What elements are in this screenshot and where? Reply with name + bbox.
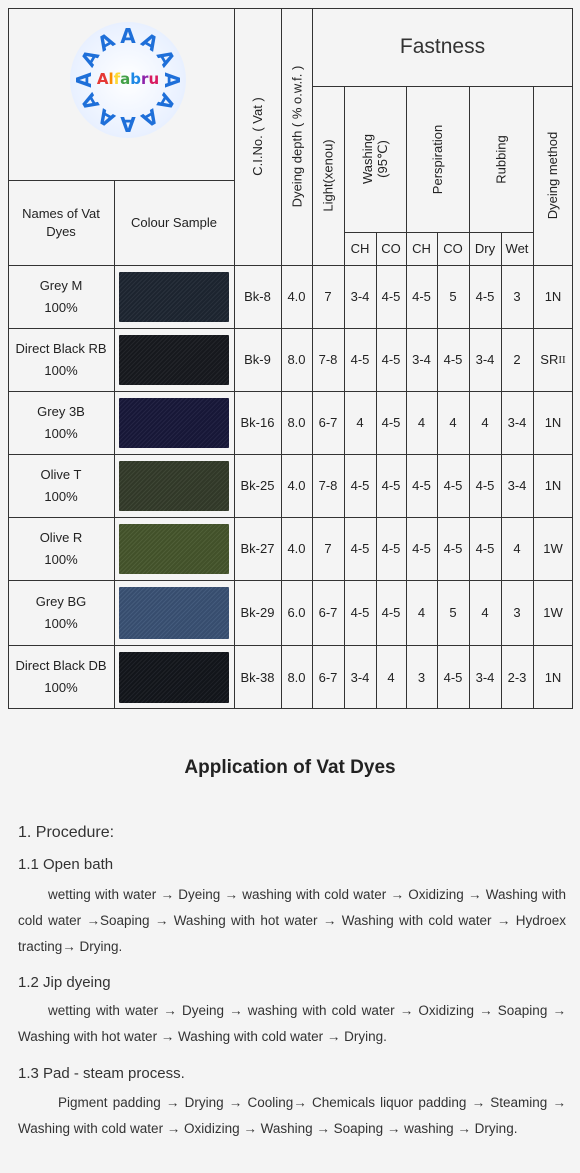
- cell-wch: 3-4: [350, 669, 370, 685]
- cell-light: 7: [324, 289, 332, 304]
- cell-wch: 4-5: [350, 541, 370, 556]
- logo-ring-letter: A: [75, 45, 105, 71]
- header-dyeing-method: [533, 86, 573, 265]
- cell-ci: Bk-9: [244, 352, 271, 367]
- cell-method: 1N: [544, 289, 562, 304]
- cell-pch: 4-5: [412, 541, 431, 556]
- cell-dry: 4-5: [475, 478, 495, 493]
- cell-ci: Bk-38: [240, 669, 275, 685]
- pad-steam-heading: 1.3 Pad - steam process.: [18, 1065, 185, 1082]
- header-light-text: Light(xenou): [320, 139, 336, 212]
- cell-pch: 4-5: [412, 478, 431, 493]
- cell-wco: 4-5: [381, 352, 401, 367]
- cell-wch: 4-5: [350, 478, 370, 493]
- logo-brand-text: Alfabru: [96, 70, 160, 88]
- header-washing: [344, 86, 406, 232]
- dye-name: Direct Black DB: [15, 658, 107, 673]
- dye-name: Olive T: [40, 466, 82, 482]
- fastness-table: [8, 8, 573, 709]
- subheader-co: CO: [381, 241, 401, 256]
- cell-method: 1W: [543, 605, 563, 620]
- cell-wet: 4: [513, 541, 521, 556]
- cell-wco: 4-5: [381, 478, 401, 493]
- cell-wet: 3: [513, 605, 521, 620]
- header-fastness: Fastness: [399, 35, 486, 58]
- cell-wet: 3-4: [507, 415, 527, 430]
- cell-ci: Bk-27: [240, 541, 275, 556]
- dye-name-cell: [8, 517, 114, 580]
- dye-name-cell: [8, 454, 114, 517]
- cell-pch: 4-5: [412, 289, 431, 304]
- subheader-dry: Dry: [474, 241, 496, 256]
- dye-name: Grey M: [39, 277, 83, 293]
- cell-dry: 3-4: [475, 352, 495, 367]
- cell-wet: 2-3: [507, 669, 527, 685]
- cell-wch: 4-5: [350, 352, 370, 367]
- cell-pco: 5: [449, 289, 457, 304]
- colour-swatch: [119, 652, 229, 703]
- cell-pco: 4-5: [443, 352, 463, 367]
- logo-ring-letter: A: [120, 112, 136, 136]
- header-ci-no-text: C.I.No. ( Vat ): [250, 97, 265, 176]
- cell-light: 6-7: [318, 669, 338, 685]
- cell-pco: 4-5: [443, 478, 463, 493]
- colour-swatch: [119, 587, 229, 639]
- header-rubbing: [469, 86, 533, 232]
- cell-wet: 2: [513, 352, 521, 367]
- cell-wco: 4-5: [381, 289, 401, 304]
- dye-name-cell: [8, 328, 114, 391]
- dye-name: Grey 3B: [37, 403, 85, 419]
- cell-wch: 4: [356, 415, 364, 430]
- dye-name: Direct Black RB: [15, 340, 107, 356]
- cell-pch: 3-4: [412, 352, 431, 367]
- cell-wet: 3: [513, 289, 521, 304]
- application-title: Application of Vat Dyes: [184, 757, 396, 778]
- cell-depth: 8.0: [287, 415, 306, 430]
- header-dyeing-depth: [281, 8, 312, 265]
- subheader-wet: Wet: [505, 241, 529, 256]
- cell-pco: 5: [449, 605, 457, 620]
- dye-name-cell: [8, 645, 114, 709]
- logo-ring-letter: A: [151, 45, 181, 71]
- jig-dyeing-heading: 1.2 Jip dyeing: [18, 974, 111, 991]
- open-bath-text: [18, 882, 566, 960]
- dye-strength: 100%: [44, 680, 78, 695]
- cell-method: 1W: [543, 541, 563, 556]
- header-light: [312, 86, 344, 265]
- cell-ci: Bk-29: [240, 605, 275, 620]
- dye-name-cell: [8, 580, 114, 645]
- logo-ring-letter: A: [93, 27, 119, 57]
- logo-ring-letter: A: [93, 103, 119, 133]
- header-dyeing-depth-text: Dyeing depth ( % o.w.f. ): [289, 65, 304, 208]
- method-suffix: II: [558, 353, 566, 366]
- header-perspiration-text: Perspiration: [430, 124, 445, 194]
- cell-depth: 8.0: [287, 669, 306, 685]
- cell-dry: 4-5: [475, 541, 495, 556]
- cell-pco: 4: [449, 415, 457, 430]
- header-dyeing-method-text: Dyeing method: [545, 131, 561, 220]
- header-names: Names of Vat Dyes: [22, 205, 100, 239]
- open-bath-heading: 1.1 Open bath: [18, 856, 114, 873]
- logo-ring-letter: A: [137, 27, 163, 57]
- cell-dry: 4: [481, 415, 489, 430]
- dye-strength: 100%: [44, 362, 78, 378]
- cell-method: 1N: [544, 669, 562, 685]
- pad-steam-text: [18, 1090, 566, 1142]
- cell-dry: 4: [481, 605, 489, 620]
- cell-light: 6-7: [318, 415, 338, 430]
- logo-ring-letter: A: [160, 72, 184, 88]
- colour-swatch: [119, 272, 229, 322]
- header-ci-no: [234, 8, 281, 265]
- logo-ring-letter: A: [120, 24, 136, 48]
- procedure-heading: 1. Procedure:: [18, 824, 115, 841]
- cell-pco: 4-5: [443, 541, 463, 556]
- cell-dry: 3-4: [475, 669, 495, 685]
- logo-ring-letter: A: [72, 72, 96, 88]
- cell-wet: 3-4: [507, 478, 527, 493]
- cell-light: 7-8: [318, 478, 338, 493]
- subheader-ch: CH: [412, 241, 431, 256]
- cell-light: 7: [324, 541, 332, 556]
- logo-ring-letter: A: [137, 103, 163, 133]
- cell-wco: 4-5: [381, 415, 401, 430]
- cell-ci: Bk-8: [244, 289, 271, 304]
- dye-strength: 100%: [44, 551, 78, 567]
- cell-depth: 4.0: [287, 289, 306, 304]
- dye-strength: 100%: [44, 299, 78, 315]
- cell-wco: 4: [387, 669, 395, 685]
- dye-name: Olive R: [39, 529, 83, 545]
- colour-swatch: [119, 524, 229, 574]
- cell-pco: 4-5: [443, 669, 463, 685]
- dye-strength: 100%: [44, 615, 78, 631]
- cell-wco: 4-5: [381, 605, 401, 620]
- logo-ring-letter: A: [151, 89, 181, 115]
- open-bath-steps: wetting with water → Dyeing → washing with cold water → Oxidizing → Washing with cold water →Soaping → Washing with hot water → Washing with cold water → Hydroex tracting→ Drying.: [18, 887, 566, 954]
- header-washing-text: Washing (95℃): [359, 133, 390, 185]
- cell-pch: 4: [417, 415, 426, 430]
- header-colour-sample: Colour Sample: [131, 215, 217, 230]
- dye-name: Grey BG: [35, 593, 87, 609]
- cell-ci: Bk-16: [240, 415, 275, 430]
- pad-steam-steps: Pigment padding → Drying → Cooling→ Chemicals liquor padding → Steaming → Washing with cold water → Oxidizing → Washing → Soaping → washing → Drying.: [18, 1095, 566, 1136]
- header-perspiration: [406, 86, 469, 232]
- colour-swatch: [119, 335, 229, 385]
- alfabru-logo: [68, 20, 188, 140]
- cell-method: 1N: [544, 478, 562, 493]
- cell-pch: 3: [417, 669, 426, 685]
- cell-light: 7-8: [318, 352, 338, 367]
- cell-depth: 8.0: [287, 352, 306, 367]
- cell-dry: 4-5: [475, 289, 495, 304]
- header-rubbing-text: Rubbing: [493, 134, 509, 184]
- cell-ci: Bk-25: [240, 478, 275, 493]
- cell-wch: 3-4: [350, 289, 370, 304]
- dye-name-cell: [8, 391, 114, 454]
- subheader-co: CO: [443, 241, 463, 256]
- subheader-ch: CH: [350, 241, 370, 256]
- logo-ring-letter: A: [75, 89, 105, 115]
- colour-swatch: [119, 461, 229, 511]
- cell-depth: 6.0: [287, 605, 306, 620]
- cell-depth: 4.0: [287, 478, 306, 493]
- dye-name-cell: [8, 265, 114, 328]
- dye-strength: 100%: [44, 425, 78, 441]
- jig-dyeing-steps: wetting with water → Dyeing → washing with cold water → Oxidizing → Soaping → Washing with hot water → Washing with cold water → Drying.: [18, 1003, 566, 1044]
- cell-pch: 4: [417, 605, 426, 620]
- cell-method: [533, 328, 573, 391]
- colour-swatch: [119, 398, 229, 448]
- cell-light: 6-7: [318, 605, 338, 620]
- jig-dyeing-text: [18, 998, 566, 1050]
- method-code: SR: [540, 352, 559, 367]
- cell-wch: 4-5: [350, 605, 370, 620]
- cell-depth: 4.0: [287, 541, 306, 556]
- cell-method: 1N: [544, 415, 562, 430]
- dye-strength: 100%: [44, 488, 78, 504]
- cell-wco: 4-5: [381, 541, 401, 556]
